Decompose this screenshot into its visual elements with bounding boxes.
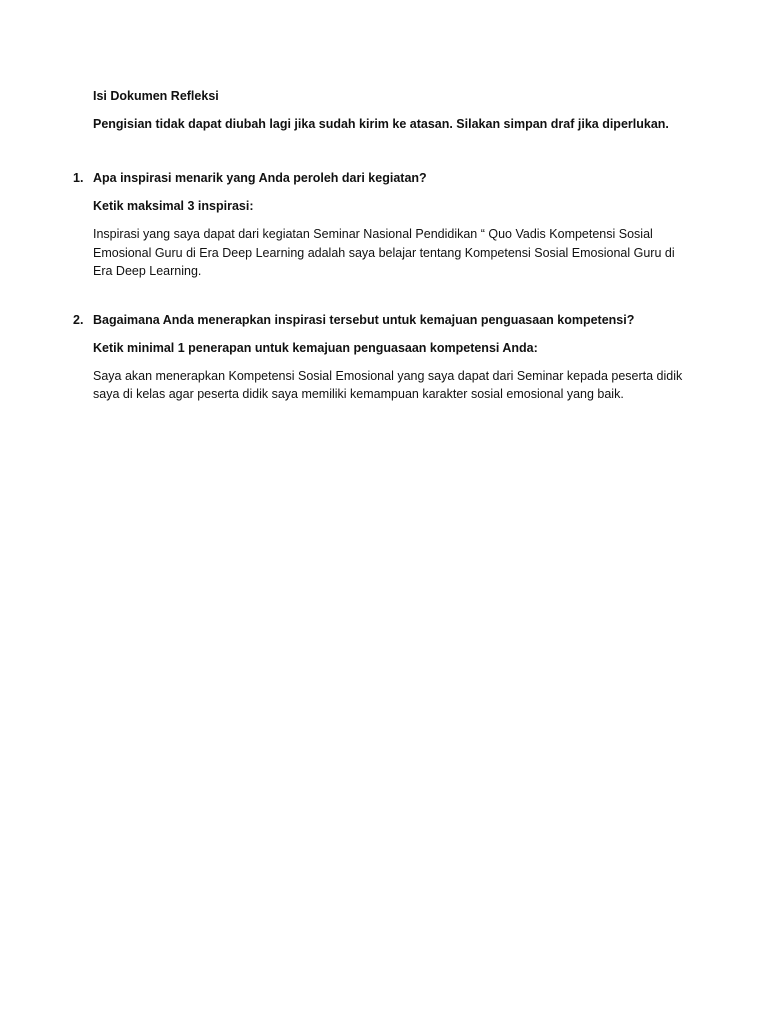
- question-instruction: Ketik maksimal 3 inspirasi:: [93, 199, 254, 213]
- question-answer: Inspirasi yang saya dapat dari kegiatan Seminar Nasional Pendidikan “ Quo Vadis Kompetensi Sosial Emosional Guru di Era Deep Learning adalah saya belajar tentang Kompetensi Sosial Emosional Guru di Era Deep Learning.: [93, 227, 675, 278]
- document-content: [73, 87, 683, 434]
- document-title: Isi Dokumen Refleksi: [93, 89, 219, 103]
- question-item-1: [73, 169, 683, 281]
- question-answer: Saya akan menerapkan Kompetensi Sosial Emosional yang saya dapat dari Seminar kepada peserta didik saya di kelas agar peserta didik saya memiliki kemampuan karakter sosial emosional yang baik.: [93, 368, 683, 401]
- question-number: 2.: [73, 312, 84, 327]
- question-item-2: [73, 311, 683, 404]
- question-instruction: Ketik minimal 1 penerapan untuk kemajuan penguasaan kompetensi Anda:: [93, 340, 538, 355]
- document-note: Pengisian tidak dapat diubah lagi jika sudah kirim ke atasan. Silakan simpan draf jika diperlukan.: [93, 117, 669, 131]
- question-number: 1.: [73, 171, 84, 185]
- question-text: Bagaimana Anda menerapkan inspirasi tersebut untuk kemajuan penguasaan kompetensi?: [93, 312, 635, 327]
- question-text: Apa inspirasi menarik yang Anda peroleh dari kegiatan?: [93, 171, 427, 185]
